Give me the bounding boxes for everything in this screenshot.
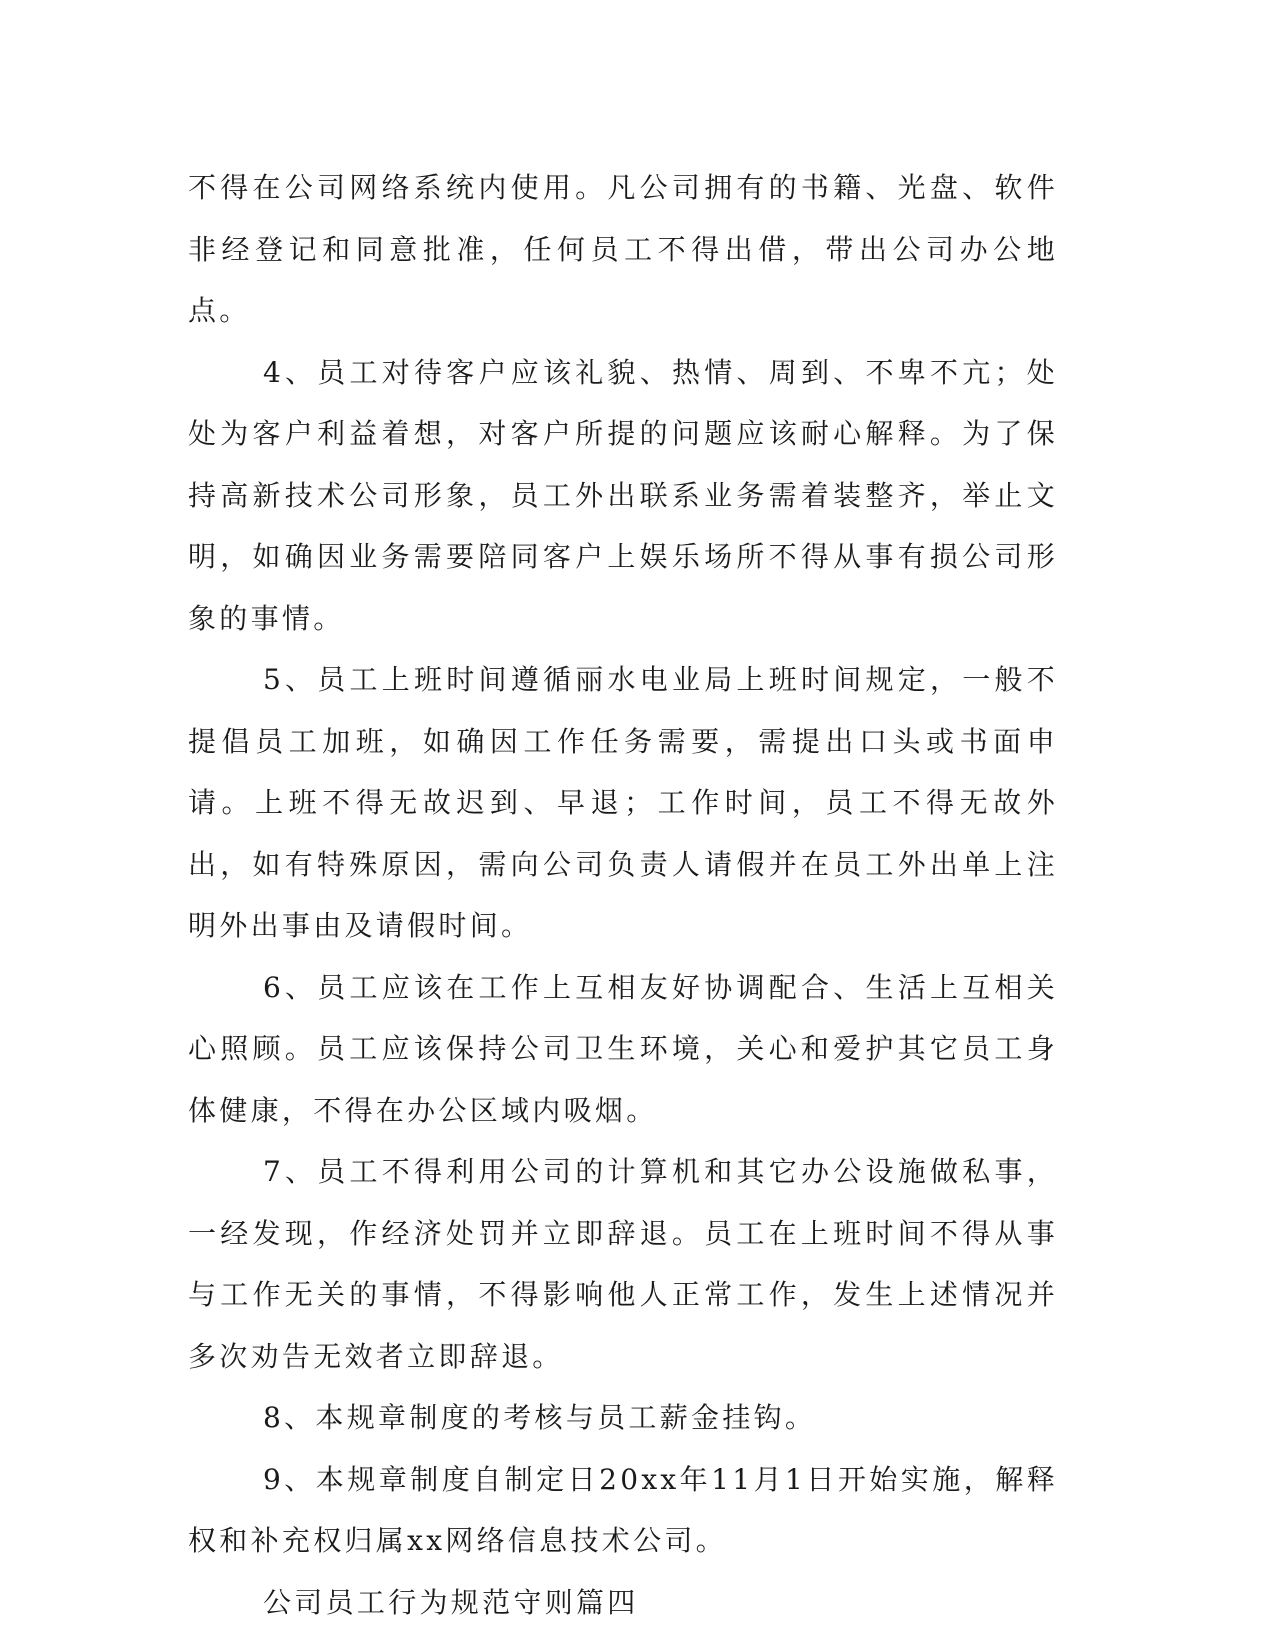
- section-heading: 公司员工行为规范守则篇四: [263, 1585, 639, 1619]
- paragraph-item-5: 5、员工上班时间遵循丽水电业局上班时间规定，一般不提倡员工加班，如确因工作任务需要，需提出口头或书面申请。上班不得无故迟到、早退；工作时间，员工不得无故外出，如有特殊原因，需向公司负责人请假并在员工外出单上注明外出事由及请假时间。: [188, 663, 1058, 942]
- paragraph-item-7: 7、员工不得利用公司的计算机和其它办公设施做私事，一经发现，作经济处罚并立即辞退。员工在上班时间不得从事与工作无关的事情，不得影响他人正常工作，发生上述情况并多次劝告无效者立即辞退。: [188, 1155, 1058, 1373]
- paragraph-continuation: 不得在公司网络系统内使用。凡公司拥有的书籍、光盘、软件非经登记和同意批准，任何员工不得出借，带出公司办公地点。: [188, 171, 1058, 327]
- paragraph-item-6: 6、员工应该在工作上互相友好协调配合、生活上互相关心照顾。员工应该保持公司卫生环境，关心和爱护其它员工身体健康，不得在办公区域内吸烟。: [188, 970, 1058, 1127]
- paragraph-item-8: 8、本规章制度的考核与员工薪金挂钩。: [263, 1401, 817, 1434]
- document-body: [188, 157, 1058, 1633]
- paragraph-item-9: 9、本规章制度自制定日20xx年11月1日开始实施，解释权和补充权归属xx网络信息技术公司。: [188, 1462, 1058, 1557]
- paragraph-item-4: 4、员工对待客户应该礼貌、热情、周到、不卑不亢；处处为客户利益着想，对客户所提的问题应该耐心解释。为了保持高新技术公司形象，员工外出联系业务需着装整齐，举止文明，如确因业务需要陪同客户上娱乐场所不得从事有损公司形象的事情。: [188, 355, 1058, 635]
